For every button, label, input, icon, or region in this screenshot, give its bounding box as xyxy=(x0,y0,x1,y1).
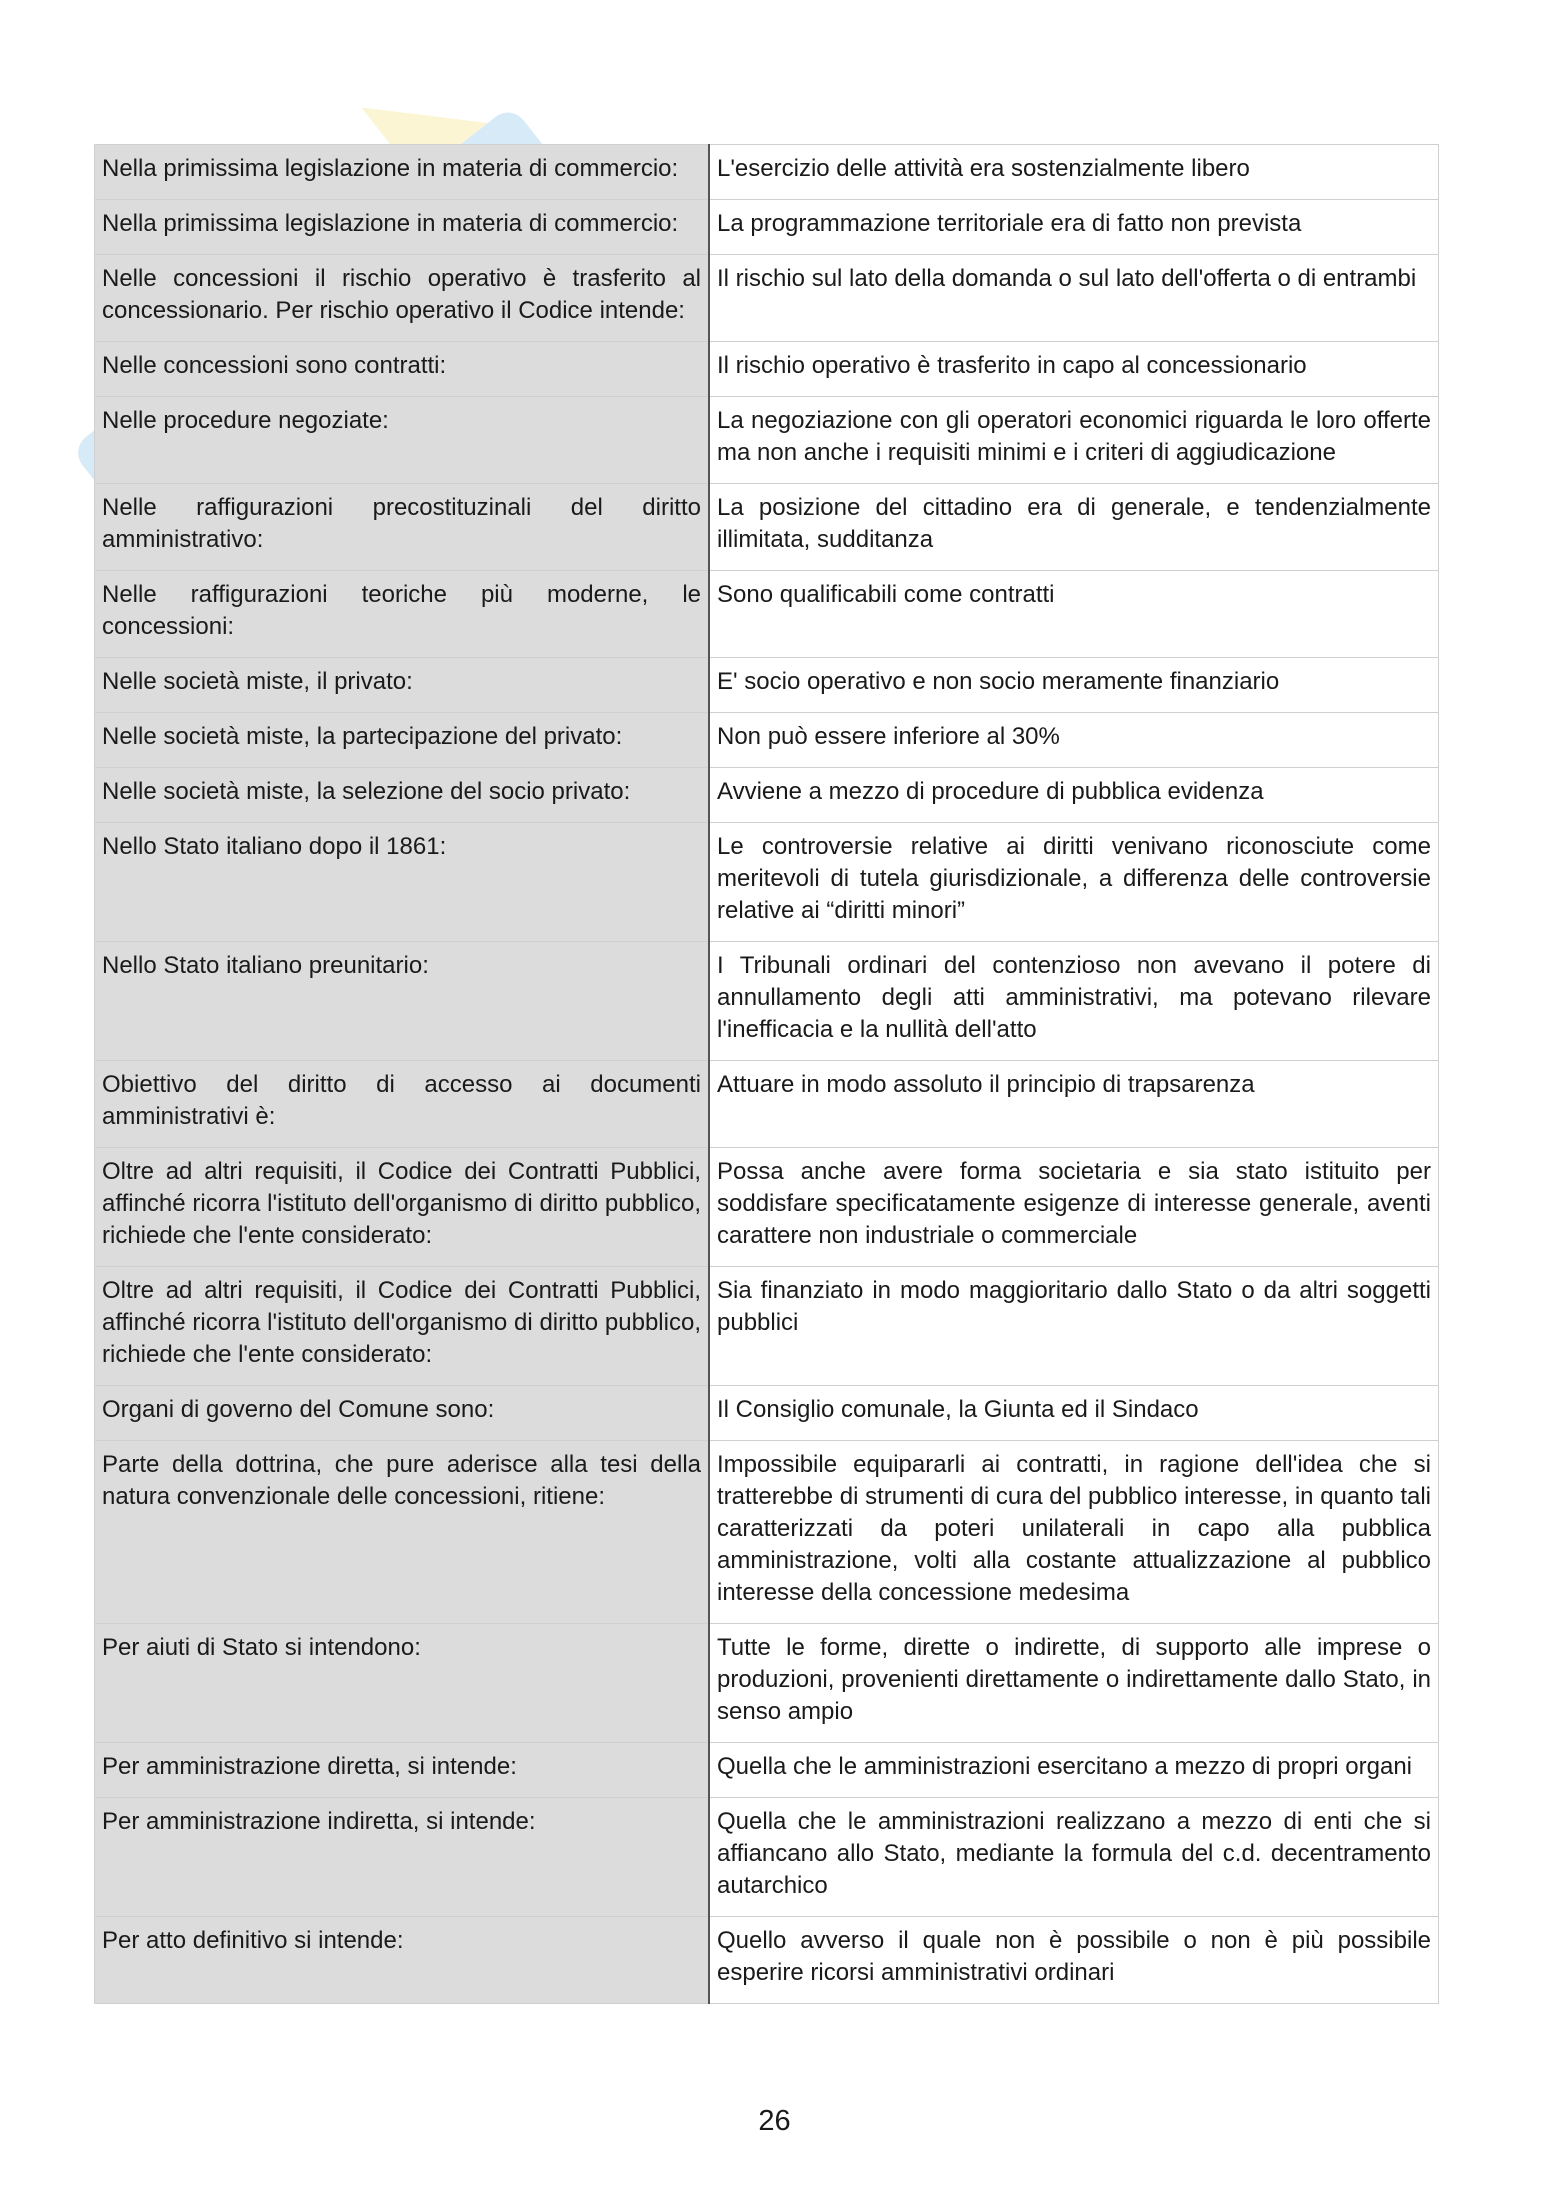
question-cell: Nello Stato italiano dopo il 1861: xyxy=(95,823,710,942)
answer-cell: Quella che le amministrazioni esercitano a mezzo di propri organi xyxy=(709,1743,1439,1798)
qa-table xyxy=(94,144,1439,2004)
answer-cell: Impossibile equipararli ai contratti, in ragione dell'idea che si tratterebbe di strumenti di cura del pubblico interesse, in quanto tali caratterizzati da poteri unilaterali in capo alla pubblica amministrazione, volti alla costante attualizzazione al pubblico interesse della concessione medesima xyxy=(709,1441,1439,1624)
answer-cell: Il Consiglio comunale, la Giunta ed il Sindaco xyxy=(709,1386,1439,1441)
table-row xyxy=(95,484,1439,571)
question-cell: Nelle procedure negoziate: xyxy=(95,397,710,484)
answer-cell: Il rischio operativo è trasferito in capo al concessionario xyxy=(709,342,1439,397)
question-cell: Per amministrazione diretta, si intende: xyxy=(95,1743,710,1798)
answer-cell: Quello avverso il quale non è possibile o non è più possibile esperire ricorsi amministrativi ordinari xyxy=(709,1917,1439,2004)
table-row xyxy=(95,1743,1439,1798)
question-cell: Nelle società miste, il privato: xyxy=(95,658,710,713)
table-row xyxy=(95,942,1439,1061)
answer-cell: Attuare in modo assoluto il principio di trapsarenza xyxy=(709,1061,1439,1148)
answer-cell: Quella che le amministrazioni realizzano a mezzo di enti che si affiancano allo Stato, mediante la formula del c.d. decentramento autarchico xyxy=(709,1798,1439,1917)
answer-cell: L'esercizio delle attività era sostenzialmente libero xyxy=(709,145,1439,200)
table-row xyxy=(95,1917,1439,2004)
question-cell: Oltre ad altri requisiti, il Codice dei Contratti Pubblici, affinché ricorra l'istituto dell'organismo di diritto pubblico, richiede che l'ente considerato: xyxy=(95,1148,710,1267)
table-row xyxy=(95,768,1439,823)
table-row xyxy=(95,145,1439,200)
question-cell: Per amministrazione indiretta, si intende: xyxy=(95,1798,710,1917)
table-row xyxy=(95,1441,1439,1624)
answer-cell: La posizione del cittadino era di generale, e tendenzialmente illimitata, sudditanza xyxy=(709,484,1439,571)
question-cell: Nelle concessioni il rischio operativo è trasferito al concessionario. Per rischio operativo il Codice intende: xyxy=(95,255,710,342)
answer-cell: Sia finanziato in modo maggioritario dallo Stato o da altri soggetti pubblici xyxy=(709,1267,1439,1386)
table-row xyxy=(95,571,1439,658)
table-row xyxy=(95,1624,1439,1743)
question-cell: Nella primissima legislazione in materia di commercio: xyxy=(95,200,710,255)
table-row xyxy=(95,823,1439,942)
table-row xyxy=(95,200,1439,255)
question-cell: Nelle raffigurazioni teoriche più moderne, le concessioni: xyxy=(95,571,710,658)
question-cell: Obiettivo del diritto di accesso ai documenti amministrativi è: xyxy=(95,1061,710,1148)
table-row xyxy=(95,1148,1439,1267)
question-cell: Nelle società miste, la partecipazione del privato: xyxy=(95,713,710,768)
table-row xyxy=(95,1798,1439,1917)
question-cell: Organi di governo del Comune sono: xyxy=(95,1386,710,1441)
qa-table-body xyxy=(95,145,1439,2004)
answer-cell: Il rischio sul lato della domanda o sul lato dell'offerta o di entrambi xyxy=(709,255,1439,342)
answer-cell: La programmazione territoriale era di fatto non prevista xyxy=(709,200,1439,255)
table-row xyxy=(95,713,1439,768)
question-cell: Nello Stato italiano preunitario: xyxy=(95,942,710,1061)
table-row xyxy=(95,1061,1439,1148)
table-row xyxy=(95,1267,1439,1386)
question-cell: Nelle società miste, la selezione del socio privato: xyxy=(95,768,710,823)
answer-cell: Avviene a mezzo di procedure di pubblica evidenza xyxy=(709,768,1439,823)
question-cell: Oltre ad altri requisiti, il Codice dei Contratti Pubblici, affinché ricorra l'istituto dell'organismo di diritto pubblico, richiede che l'ente considerato: xyxy=(95,1267,710,1386)
answer-cell: I Tribunali ordinari del contenzioso non avevano il potere di annullamento degli atti amministrativi, ma potevano rilevare l'inefficacia e la nullità dell'atto xyxy=(709,942,1439,1061)
question-cell: Nelle concessioni sono contratti: xyxy=(95,342,710,397)
table-row xyxy=(95,1386,1439,1441)
table-row xyxy=(95,342,1439,397)
answer-cell: La negoziazione con gli operatori economici riguarda le loro offerte ma non anche i requisiti minimi e i criteri di aggiudicazione xyxy=(709,397,1439,484)
question-cell: Nelle raffigurazioni precostituzinali del diritto amministrativo: xyxy=(95,484,710,571)
answer-cell: Sono qualificabili come contratti xyxy=(709,571,1439,658)
question-cell: Parte della dottrina, che pure aderisce alla tesi della natura convenzionale delle concessioni, ritiene: xyxy=(95,1441,710,1624)
question-cell: Per aiuti di Stato si intendono: xyxy=(95,1624,710,1743)
answer-cell: E' socio operativo e non socio meramente finanziario xyxy=(709,658,1439,713)
table-row xyxy=(95,658,1439,713)
question-cell: Nella primissima legislazione in materia di commercio: xyxy=(95,145,710,200)
answer-cell: Possa anche avere forma societaria e sia stato istituito per soddisfare specificatamente esigenze di interesse generale, aventi carattere non industriale o commerciale xyxy=(709,1148,1439,1267)
table-row xyxy=(95,255,1439,342)
page-number: 26 xyxy=(758,2105,791,2137)
question-cell: Per atto definitivo si intende: xyxy=(95,1917,710,2004)
answer-cell: Non può essere inferiore al 30% xyxy=(709,713,1439,768)
answer-cell: Tutte le forme, dirette o indirette, di supporto alle imprese o produzioni, provenienti direttamente o indirettamente dallo Stato, in senso ampio xyxy=(709,1624,1439,1743)
answer-cell: Le controversie relative ai diritti venivano riconosciute come meritevoli di tutela giurisdizionale, a differenza delle controversie relative ai “diritti minori” xyxy=(709,823,1439,942)
table-row xyxy=(95,397,1439,484)
